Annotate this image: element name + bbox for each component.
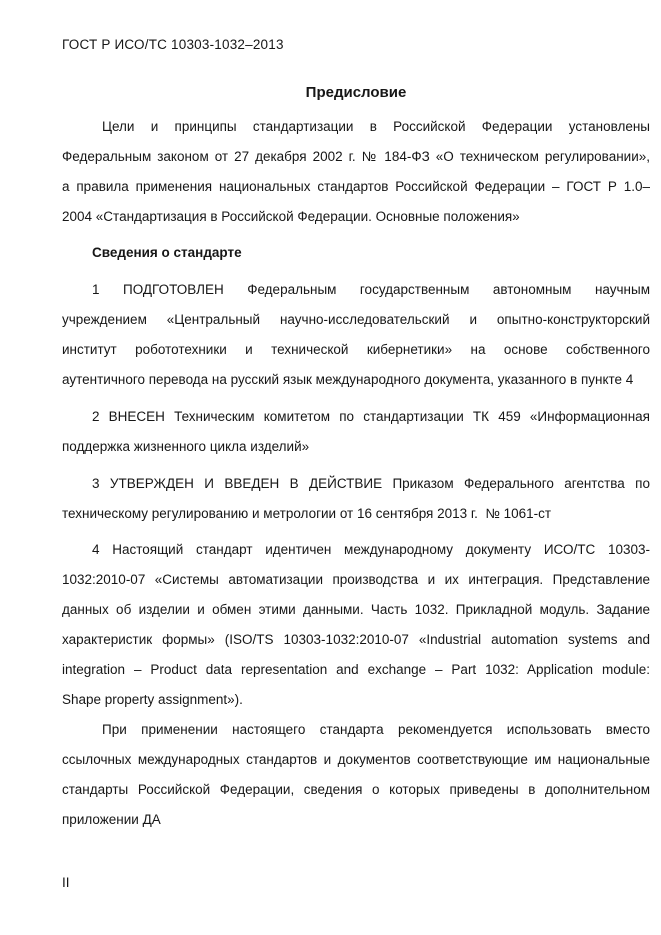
paragraph [62,402,650,462]
paragraph [62,469,650,529]
text-line: Сведения о стандарте [92,245,242,260]
page-title: Предисловие [305,84,407,101]
text-line: Федеральным законом от 27 декабря 2002 г. № 184-ФЗ «О техническом регулировании», [62,149,650,164]
text-line: Shape property assignment»). [62,692,243,707]
text-line: 1032:2010-07 «Системы автоматизации производства и их интеграция. Представление [62,572,650,587]
paragraphs-container [62,112,650,835]
paragraph [62,535,650,715]
text-line: институт робототехники и технической кибернетики» на основе собственного [62,342,650,357]
text-line: поддержка жизненного цикла изделий» [62,439,310,454]
page-content [62,30,650,835]
text-line: 3 УТВЕРЖДЕН И ВВЕДЕН В ДЕЙСТВИЕ Приказом Федерального агентства по [92,476,650,491]
paragraph [62,112,650,232]
text-line: техническому регулированию и метрологии от 16 сентября 2013 г. № 1061-ст [62,506,552,521]
text-line: 1 ПОДГОТОВЛЕН Федеральным государственным автономным научным [92,282,650,297]
section-heading [62,238,650,268]
text-line: 2 ВНЕСЕН Техническим комитетом по стандартизации ТК 459 «Информационная [92,409,650,424]
paragraph [62,275,650,395]
text-line: аутентичного перевода на русский язык международного документа, указанного в пункте 4 [62,372,634,387]
text-line: 4 Настоящий стандарт идентичен международному документу ИСО/ТС 10303- [92,542,650,557]
text-line: данных об изделии и обмен этими данными. Часть 1032. Прикладной модуль. Задание [62,602,650,617]
text-line: ссылочных международных стандартов и документов соответствующие им национальные [62,752,650,767]
text-line: 2004 «Стандартизация в Российской Федерации. Основные положения» [62,209,520,224]
text-line: стандарты Российской Федерации, сведения о которых приведены в дополнительном [62,782,650,797]
document-code-header: ГОСТ Р ИСО/ТС 10303-1032–2013 [62,37,284,52]
text-line: При применении настоящего стандарта рекомендуется использовать вместо [102,722,650,737]
text-line: а правила применения национальных стандартов Российской Федерации – ГОСТ Р 1.0– [62,179,650,194]
text-line: Цели и принципы стандартизации в Российской Федерации установлены [102,119,650,134]
text-line: приложении ДА [62,812,161,827]
text-line: учреждением «Центральный научно-исследовательский и опытно-конструкторский [62,312,650,327]
page-number: II [62,875,70,890]
paragraph [62,715,650,835]
text-line: характеристик формы» (ISO/TS 10303-1032:2010-07 «Industrial automation systems and [62,632,650,647]
text-line: integration – Product data representation and exchange – Part 1032: Application module: [62,662,650,677]
